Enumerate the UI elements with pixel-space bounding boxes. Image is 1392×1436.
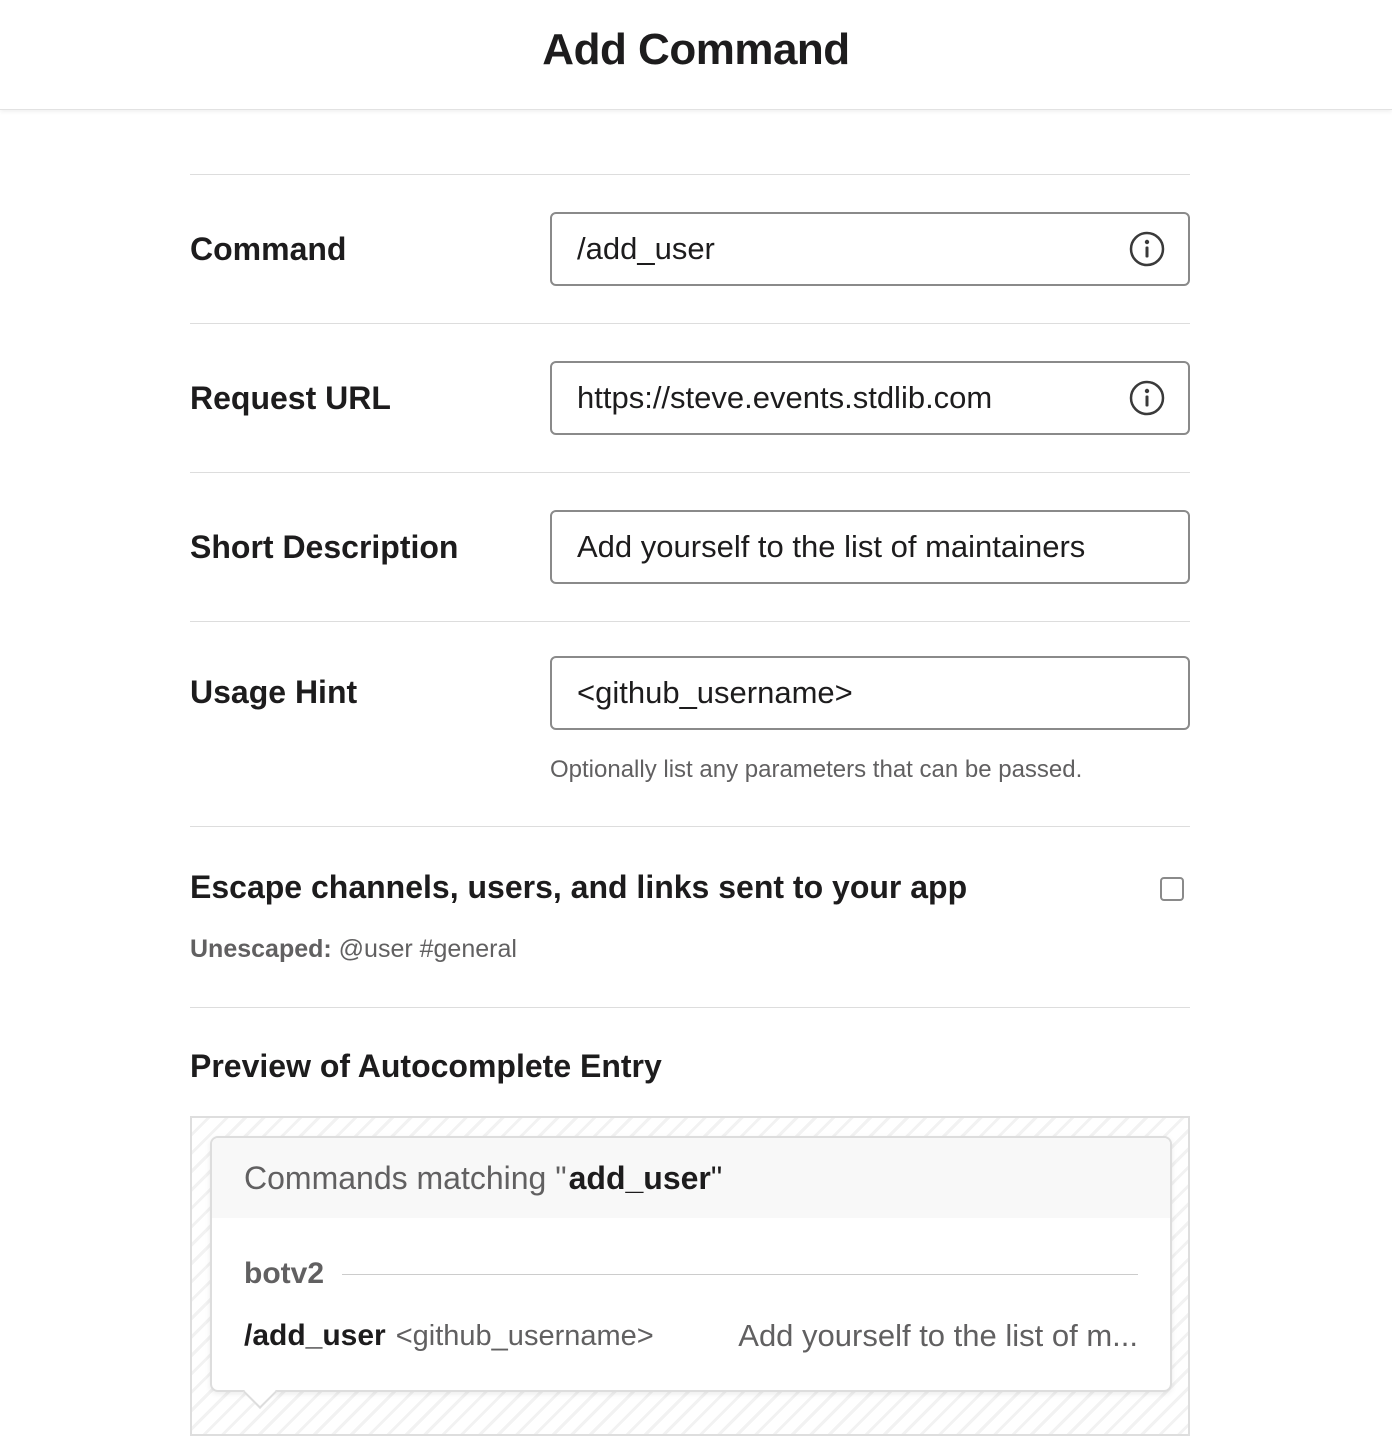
escape-checkbox[interactable]	[1160, 877, 1184, 901]
info-icon[interactable]	[1128, 230, 1166, 268]
unescaped-value: @user #general	[338, 935, 517, 963]
usage-hint-row	[190, 622, 1190, 826]
short-description-label: Short Description	[190, 528, 459, 565]
page-header	[0, 0, 1392, 110]
matching-suffix: "	[710, 1159, 723, 1196]
autocomplete-hint: <github_username>	[395, 1319, 654, 1352]
app-row	[212, 1244, 1170, 1304]
usage-hint-field[interactable]	[550, 656, 1190, 730]
info-icon[interactable]	[1128, 379, 1166, 417]
popup-pointer	[243, 1375, 277, 1409]
unescaped-label: Unescaped:	[190, 935, 332, 963]
matching-term: add_user	[568, 1159, 711, 1196]
command-form	[190, 174, 1190, 1353]
escape-row	[190, 827, 1190, 1007]
preview-title: Preview of Autocomplete Entry	[190, 1048, 662, 1084]
autocomplete-command: /add_user	[244, 1319, 386, 1352]
autocomplete-description: Add yourself to the list of m...	[738, 1318, 1138, 1353]
request-url-input[interactable]	[552, 363, 1188, 433]
short-description-field[interactable]	[550, 510, 1190, 584]
short-description-row	[190, 473, 1190, 621]
command-row	[190, 175, 1190, 323]
command-field[interactable]	[550, 212, 1190, 286]
request-url-row	[190, 324, 1190, 472]
matching-prefix: Commands matching "	[244, 1159, 567, 1196]
usage-hint-label: Usage Hint	[190, 674, 358, 710]
request-url-field[interactable]	[550, 361, 1190, 435]
escape-sub	[190, 935, 517, 964]
usage-hint-wrap	[550, 656, 1190, 784]
divider	[190, 1007, 1190, 1008]
request-url-label: Request URL	[190, 379, 391, 416]
page-title: Add Command	[542, 24, 850, 74]
command-label: Command	[190, 230, 347, 267]
autocomplete-item[interactable]	[212, 1304, 1170, 1368]
app-name: botv2	[244, 1257, 325, 1290]
autocomplete-header	[212, 1138, 1170, 1218]
command-input[interactable]	[552, 214, 1188, 284]
escape-title: Escape channels, users, and links sent to your app	[190, 869, 968, 905]
short-description-input[interactable]	[552, 512, 1188, 582]
usage-hint-helper: Optionally list any parameters that can be passed.	[550, 756, 1083, 783]
usage-hint-input[interactable]	[552, 658, 1188, 728]
preview-box	[190, 1116, 1190, 1436]
divider	[342, 1274, 1138, 1275]
autocomplete-popup	[210, 1136, 1172, 1392]
